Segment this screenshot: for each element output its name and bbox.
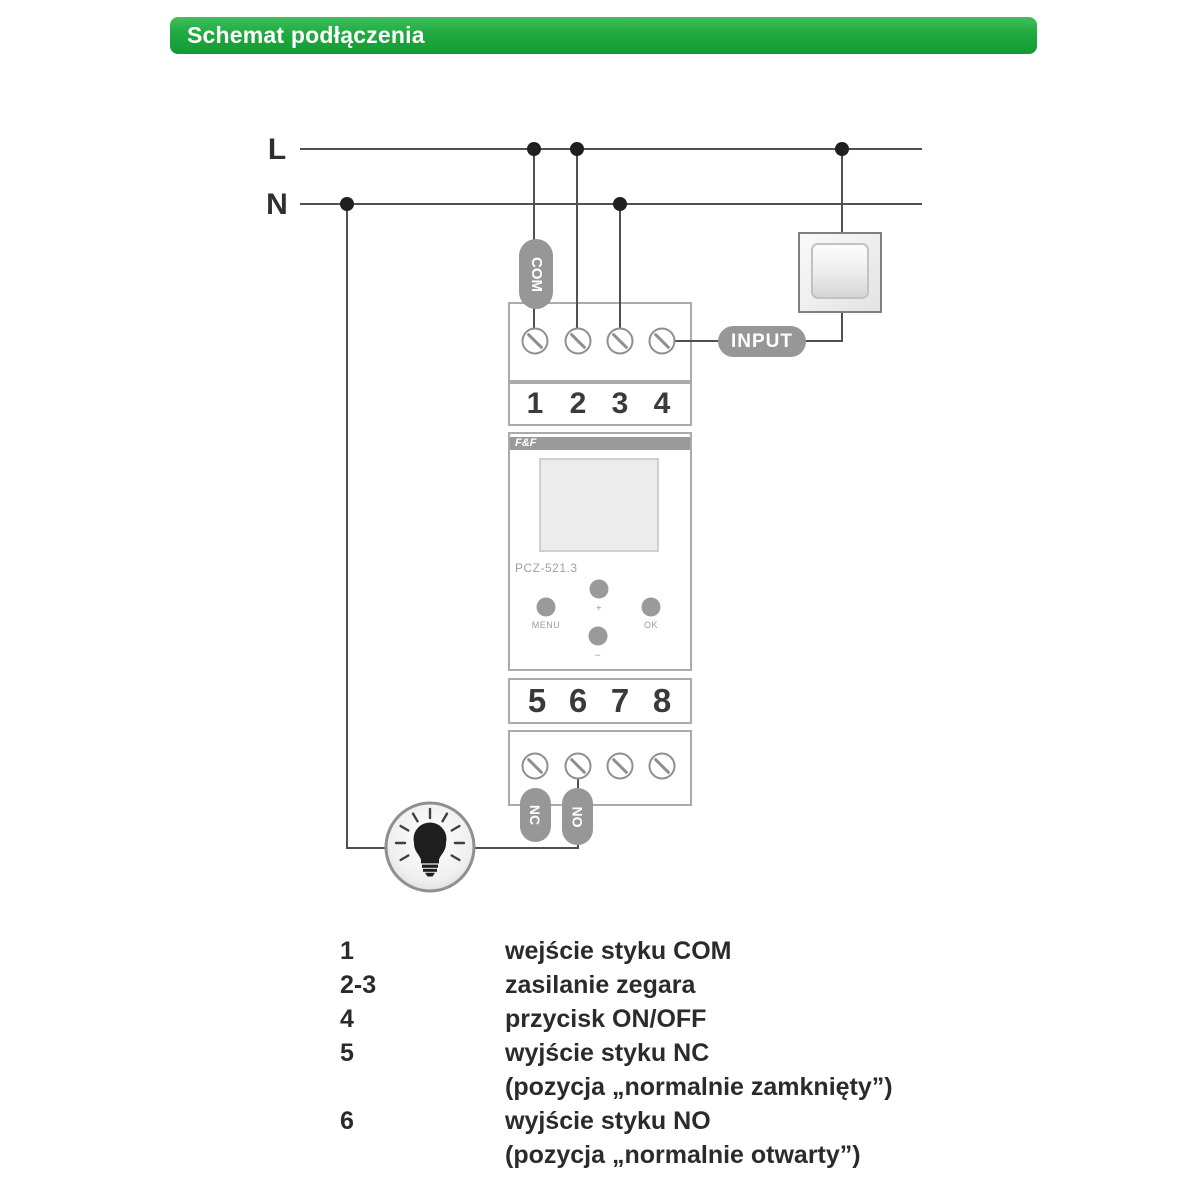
- legend-terminal: 2-3: [340, 971, 377, 999]
- terminal-number: 1: [526, 387, 544, 420]
- brand-logo: F&F: [515, 437, 537, 449]
- wire-bulb-right: [472, 847, 579, 849]
- terminal-number: 2: [569, 387, 587, 420]
- legend-terminal: 4: [340, 1005, 354, 1033]
- screw-terminal-icon: [649, 753, 676, 780]
- light-bulb-icon: [383, 800, 477, 899]
- legend-row: [340, 1141, 1040, 1175]
- wire-terminal2-drop: [576, 149, 578, 330]
- wire-switch-to-input: [841, 311, 843, 342]
- screw-terminal-icon: [649, 328, 676, 355]
- junction-dot: [570, 142, 584, 156]
- junction-dot: [835, 142, 849, 156]
- terminal-number: 8: [652, 682, 672, 719]
- legend-row: [340, 937, 1040, 971]
- legend-row: [340, 1039, 1040, 1073]
- screw-slot: [527, 333, 544, 350]
- screw-slot: [612, 333, 629, 350]
- wall-switch-button: [811, 243, 869, 299]
- nc-label-pill: NC: [520, 788, 551, 842]
- terminal-number: 4: [653, 387, 671, 420]
- legend-row: [340, 1005, 1040, 1039]
- brand-band: [510, 437, 690, 450]
- wire-n-to-bulb: [346, 204, 348, 849]
- up-button: [590, 580, 609, 599]
- input-label-pill: INPUT: [718, 326, 806, 357]
- screw-terminal-icon: [522, 328, 549, 355]
- legend-description: wejście styku COM: [505, 937, 732, 965]
- minus-icon: −: [594, 650, 602, 662]
- down-button: [589, 627, 608, 646]
- legend-description: zasilanie zegara: [505, 971, 696, 999]
- terminal-number: 6: [568, 682, 588, 719]
- junction-dot: [613, 197, 627, 211]
- legend-terminal: 1: [340, 937, 354, 965]
- section-header: [170, 17, 1037, 54]
- line-label-n: N: [266, 188, 288, 221]
- wire-bulb-left: [346, 847, 388, 849]
- wall-switch-icon: [798, 232, 882, 313]
- screw-slot: [654, 758, 671, 775]
- line-label-l: L: [267, 133, 287, 166]
- wire-l-line: [300, 148, 922, 150]
- page-title: Schemat podłączenia: [187, 22, 425, 48]
- junction-dot: [527, 142, 541, 156]
- screw-slot: [570, 333, 587, 350]
- screw-slot: [570, 758, 587, 775]
- wire-n-line: [300, 203, 922, 205]
- plus-icon: +: [595, 603, 603, 615]
- menu-button-label: MENU: [531, 620, 561, 630]
- legend-terminal: 6: [340, 1107, 354, 1135]
- menu-button: [537, 598, 556, 617]
- no-label-pill: NO: [562, 788, 593, 845]
- terminal-number: 3: [611, 387, 629, 420]
- com-label-pill: COM: [519, 239, 553, 309]
- legend-description: wyjście styku NO: [505, 1107, 711, 1135]
- legend-row: [340, 1073, 1040, 1107]
- wire-terminal3-drop: [619, 204, 621, 330]
- legend-terminal: 5: [340, 1039, 354, 1067]
- ok-button-label: OK: [643, 620, 659, 630]
- junction-dot: [340, 197, 354, 211]
- screw-terminal-icon: [565, 753, 592, 780]
- wire-input-to-switch: [804, 340, 843, 342]
- wire-terminal4-to-input: [674, 340, 720, 342]
- legend-description: (pozycja „normalnie otwarty”): [505, 1141, 861, 1169]
- terminal-number: 5: [527, 682, 547, 719]
- screw-terminal-icon: [565, 328, 592, 355]
- wire-switch-drop: [841, 149, 843, 232]
- legend-description: (pozycja „normalnie zamknięty”): [505, 1073, 893, 1101]
- screw-slot: [612, 758, 629, 775]
- legend-description: wyjście styku NC: [505, 1039, 710, 1067]
- legend-row: [340, 971, 1040, 1005]
- device-display: [539, 458, 659, 552]
- screw-terminal-icon: [522, 753, 549, 780]
- legend-row: [340, 1107, 1040, 1141]
- screw-slot: [527, 758, 544, 775]
- screw-slot: [654, 333, 671, 350]
- legend-description: przycisk ON/OFF: [505, 1005, 707, 1033]
- device-model-label: PCZ-521.3: [515, 561, 578, 575]
- ok-button: [642, 598, 661, 617]
- screw-terminal-icon: [607, 328, 634, 355]
- screw-terminal-icon: [607, 753, 634, 780]
- terminal-number: 7: [610, 682, 630, 719]
